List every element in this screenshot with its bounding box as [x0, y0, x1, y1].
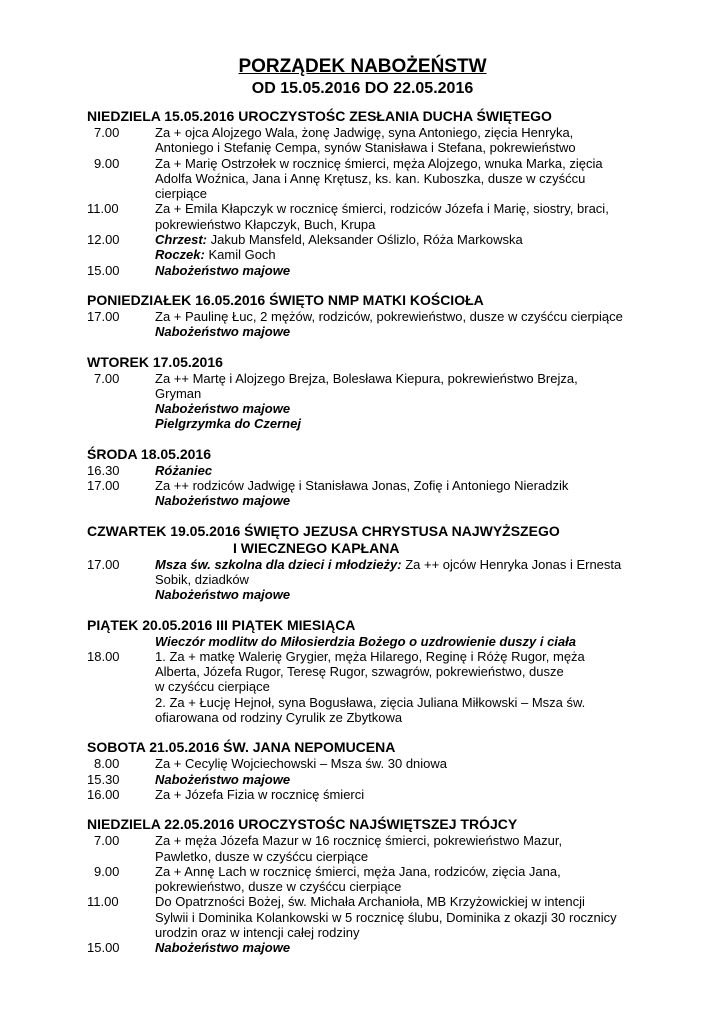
entry-line — [155, 557, 687, 572]
document-title: PORZĄDEK NABOŻEŃSTW — [238, 56, 487, 77]
day-block — [87, 446, 687, 509]
entry-service: Pielgrzymka do Czernej — [155, 416, 301, 432]
schedule-entry — [87, 787, 687, 802]
day-heading — [87, 446, 687, 463]
time-slot: 15.30 — [87, 771, 120, 787]
entry-body — [155, 263, 687, 278]
entry-line: Za + Emila Kłapczyk w rocznicę śmierci, rodziców Józefa i Marię, siostry, braci, — [155, 201, 609, 217]
entry-line: 2. Za + Łucję Hejnoł, syna Bogusława, zięcia Juliana Miłkowski – Msza św. — [155, 694, 586, 710]
day-heading-text: PIĄTEK 20.05.2016 III PIĄTEK MIESIĄCA — [87, 616, 356, 633]
schedule-entry — [87, 263, 687, 278]
schedule-entry — [87, 232, 687, 263]
schedule-entry — [87, 309, 687, 340]
entry-body — [155, 478, 687, 509]
entry-line: Pawletko, dusze w czyśćcu cierpiące — [155, 848, 369, 864]
time-slot: 9.00 — [94, 155, 120, 171]
entry-body — [155, 787, 687, 802]
entry-service: Różaniec — [155, 462, 213, 478]
time-slot: 11.00 — [87, 894, 119, 910]
time-slot: 7.00 — [94, 833, 120, 849]
time-slot: 18.00 — [87, 648, 120, 664]
time-slot: 12.00 — [87, 232, 120, 248]
entry-line: Sobik, dziadków — [155, 571, 249, 587]
day-block — [87, 617, 687, 726]
day-heading-text: NIEDZIELA 22.05.2016 UROCZYSTOŚC NAJŚWIĘTSZEJ TRÓJCY — [87, 816, 518, 833]
entry-line: pokrewieństwo, dusze w czyśćcu cierpiące — [155, 879, 402, 895]
schedule-entry — [87, 756, 687, 771]
entry-text: Kamil Goch — [204, 247, 276, 263]
entry-line: ofiarowana od rodziny Cyrulik ze Zbytkowa — [155, 710, 403, 726]
document-subtitle: OD 15.05.2016 DO 22.05.2016 — [251, 80, 474, 97]
day-block — [87, 292, 687, 340]
time-slot: 8.00 — [94, 756, 120, 772]
entry-body — [155, 557, 687, 603]
schedule-entry — [87, 557, 687, 603]
entry-body — [155, 125, 687, 156]
day-heading-text: NIEDZIELA 15.05.2016 UROCZYSTOŚC ZESŁANIA DUCHA ŚWIĘTEGO — [87, 108, 552, 124]
schedule-entry — [87, 940, 687, 955]
schedule — [87, 108, 687, 970]
entry-service: Nabożeństwo majowe — [155, 324, 291, 340]
day-heading-text: CZWARTEK 19.05.2016 ŚWIĘTO JEZUSA CHRYSTUSA NAJWYŻSZEGO — [87, 522, 560, 539]
day-heading-text: I WIECZNEGO KAPŁANA — [233, 539, 400, 556]
entry-body — [155, 201, 687, 232]
entry-line: 1. Za + matkę Walerię Grygier, męża Hilarego, Reginę i Różę Rugor, męża — [155, 648, 585, 664]
time-slot: 7.00 — [94, 370, 120, 386]
entry-line: Za + Annę Lach w rocznicę śmierci, męża Jana, rodziców, zięcia Jana, — [155, 863, 561, 879]
entry-body — [155, 309, 687, 340]
time-slot: 15.00 — [87, 262, 120, 278]
entry-line: Adolfa Woźnica, Jana i Annę Krętusz, ks. kan. Kuboszka, dusze w czyśćcu — [155, 170, 586, 186]
time-slot: 17.00 — [87, 308, 120, 324]
schedule-entry — [87, 201, 687, 232]
day-heading — [87, 816, 687, 833]
entry-line: Za + Cecylię Wojciechowski – Msza św. 30 dniowa — [155, 756, 448, 772]
schedule-entry — [87, 894, 687, 940]
day-block — [87, 354, 687, 432]
entry-service: Nabożeństwo majowe — [155, 771, 291, 787]
time-slot — [87, 634, 155, 649]
day-heading — [87, 354, 687, 371]
entry-line — [155, 232, 687, 247]
schedule-entry — [87, 772, 687, 787]
entry-line: Za ++ Martę i Alojzego Brejza, Bolesława Kiepura, pokrewieństwo Brejza, — [155, 370, 578, 386]
entry-line: Sylwii i Dominika Kolankowski w 5 rocznicę ślubu, Dominika z okazji 30 rocznicy — [155, 909, 617, 925]
day-heading-text: PONIEDZIAŁEK 16.05.2016 ŚWIĘTO NMP MATKI KOŚCIOŁA — [87, 291, 484, 308]
schedule-entry — [87, 463, 687, 478]
entry-line — [155, 247, 687, 262]
day-heading — [87, 523, 687, 557]
entry-service: Nabożeństwo majowe — [155, 401, 291, 417]
day-heading-text: WTOREK 17.05.2016 — [87, 353, 223, 370]
entry-body — [155, 371, 687, 432]
entry-line: Do Opatrzności Bożej, św. Michała Archanioła, MB Krzyżowickiej w intencji — [155, 894, 585, 910]
day-block — [87, 739, 687, 802]
day-heading — [87, 292, 687, 309]
entry-service: Nabożeństwo majowe — [155, 940, 291, 956]
day-block — [87, 108, 687, 278]
entry-body — [155, 772, 687, 787]
intro-text: Wieczór modlitw do Miłosierdzia Bożego o uzdrowienie duszy i ciała — [155, 633, 576, 649]
schedule-entry — [87, 371, 687, 432]
entry-line: w czyśćcu cierpiące — [155, 679, 270, 695]
time-slot: 15.00 — [87, 940, 120, 956]
schedule-entry — [87, 156, 687, 202]
schedule-entry — [87, 649, 687, 725]
time-slot: 11.00 — [87, 201, 119, 217]
schedule-entry — [87, 478, 687, 509]
entry-line: Gryman — [155, 385, 202, 401]
entry-label: Msza św. szkolna dla dzieci i młodzieży: — [155, 556, 402, 572]
entry-body — [155, 833, 687, 864]
entry-body — [155, 649, 687, 725]
schedule-entry — [87, 833, 687, 864]
entry-text: Jakub Mansfeld, Aleksander Oślizlo, Róża Markowska — [207, 232, 523, 248]
schedule-entry — [87, 864, 687, 895]
entry-line: Alberta, Józefa Rugor, Teresę Rugor, szwagrów, pokrewieństwo, dusze — [155, 664, 564, 680]
day-block — [87, 816, 687, 955]
time-slot: 9.00 — [94, 863, 120, 879]
entry-line: Za + Paulinę Łuc, 2 mężów, rodziców, pokrewieństwo, dusze w czyśćcu cierpiące — [155, 308, 623, 324]
time-slot: 17.00 — [87, 478, 120, 494]
entry-body — [155, 894, 687, 940]
entry-service: Nabożeństwo majowe — [155, 262, 291, 278]
day-heading-text: SOBOTA 21.05.2016 ŚW. JANA NEPOMUCENA — [87, 739, 396, 756]
day-heading — [87, 108, 687, 125]
entry-line: Antoniego i Stefanię Cempa, synów Stanisława i Stefana, pokrewieństwo — [155, 140, 576, 156]
time-slot: 7.00 — [94, 125, 120, 140]
time-slot: 16.30 — [87, 462, 120, 478]
day-heading — [87, 617, 687, 634]
entry-line: Za + Marię Ostrzołek w rocznicę śmierci, męża Alojzego, wnuka Marka, zięcia — [155, 155, 603, 171]
entry-line: Za + męża Józefa Mazur w 16 rocznicę śmierci, pokrewieństwo Mazur, — [155, 833, 563, 849]
entry-body — [155, 756, 687, 771]
entry-line: Za + Józefa Fizia w rocznicę śmierci — [155, 786, 365, 802]
entry-service: Nabożeństwo majowe — [155, 587, 291, 603]
time-slot: 16.00 — [87, 786, 120, 802]
day-block — [87, 523, 687, 603]
schedule-entry — [87, 125, 687, 156]
entry-label: Roczek: — [155, 247, 205, 263]
entry-body — [155, 232, 687, 263]
day-intro — [87, 634, 687, 649]
day-heading-text: ŚRODA 18.05.2016 — [87, 445, 211, 462]
time-slot: 17.00 — [87, 556, 120, 572]
entry-service: Nabożeństwo majowe — [155, 493, 291, 509]
entry-label: Chrzest: — [155, 232, 208, 248]
entry-line: urodzin oraz w intencji całej rodziny — [155, 924, 360, 940]
entry-text: Za ++ ojców Henryka Jonas i Ernesta — [401, 556, 622, 572]
entry-body — [155, 940, 687, 955]
entry-line: cierpiące — [155, 186, 208, 202]
entry-line: Za + ojca Alojzego Wala, żonę Jadwigę, syna Antoniego, zięcia Henryka, — [155, 125, 574, 140]
entry-line: pokrewieństwo Kłapczyk, Buch, Krupa — [155, 216, 376, 232]
day-heading — [87, 739, 687, 756]
entry-body — [155, 463, 687, 478]
entry-line: Za ++ rodziców Jadwigę i Stanisława Jonas, Zofię i Antoniego Nieradzik — [155, 478, 569, 494]
entry-body — [155, 156, 687, 202]
entry-body — [155, 864, 687, 895]
